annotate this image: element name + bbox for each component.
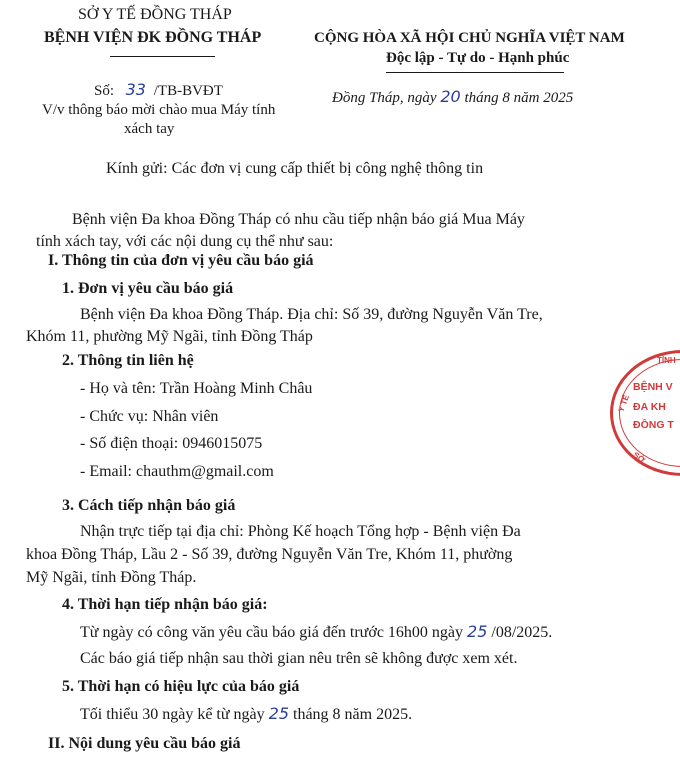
subsection-4-heading: 4. Thời hạn tiếp nhận báo giá: <box>62 596 268 613</box>
recipient-line: Kính gửi: Các đơn vị cung cấp thiết bị công nghệ thông tin <box>106 160 484 177</box>
doc-number-suffix: /TB-BVĐT <box>153 83 223 99</box>
stamp-line-3: ĐỒNG T <box>633 419 674 431</box>
subsection-3-line-2: khoa Đồng Tháp, Lầu 2 - Số 39, đường Nguyễn Văn Tre, Khóm 11, phường <box>26 546 513 563</box>
subsection-1-line-2: Khóm 11, phường Mỹ Ngãi, tỉnh Đồng Tháp <box>26 328 313 345</box>
stamp-inner-ring <box>616 359 680 467</box>
doc-number-handwritten: 33 <box>125 80 146 99</box>
contact-email: - Email: chauthm@gmail.com <box>80 463 274 480</box>
stamp-ring-bottom: SỞ <box>631 450 647 465</box>
subsection-5-line-1 <box>80 704 412 724</box>
deadline-prefix: Từ ngày có công văn yêu cầu báo giá đến trước 16h00 ngày <box>80 624 464 641</box>
motto-underline <box>386 72 564 73</box>
doc-number <box>94 80 223 100</box>
subsection-5-heading: 5. Thời hạn có hiệu lực của báo giá <box>62 678 300 695</box>
org-name: BỆNH VIỆN ĐK ĐỒNG THÁP <box>44 29 262 46</box>
stamp-ring-top: TỈNH <box>657 356 676 365</box>
subsection-1-line-1: Bệnh viện Đa khoa Đồng Tháp. Địa chỉ: Số 39, đường Nguyễn Văn Tre, <box>80 306 543 323</box>
section-I-heading: I. Thông tin của đơn vị yêu cầu báo giá <box>48 252 314 269</box>
official-stamp <box>610 350 680 476</box>
deadline-suffix: /08/2025. <box>491 624 553 641</box>
intro-line-2: tính xách tay, với các nội dung cụ thể như sau: <box>36 233 334 250</box>
subsection-3-line-3: Mỹ Ngãi, tỉnh Đồng Tháp. <box>26 569 197 586</box>
validity-prefix: Tối thiểu 30 ngày kể từ ngày <box>80 706 265 723</box>
issue-date <box>332 87 573 107</box>
subsection-1-heading: 1. Đơn vị yêu cầu báo giá <box>62 280 234 297</box>
subject-line-2: xách tay <box>124 121 175 137</box>
deadline-day-handwritten: 25 <box>467 622 488 641</box>
contact-name: - Họ và tên: Trần Hoàng Minh Châu <box>80 380 313 397</box>
subsection-3-heading: 3. Cách tiếp nhận báo giá <box>62 497 236 514</box>
doc-number-prefix: Số: <box>94 83 115 99</box>
contact-position: - Chức vụ: Nhân viên <box>80 408 219 425</box>
org-name-underline <box>110 56 215 57</box>
contact-phone: - Số điện thoại: 0946015075 <box>80 435 263 452</box>
stamp-line-2: ĐA KH <box>633 401 666 413</box>
subsection-3-line-1: Nhận trực tiếp tại địa chỉ: Phòng Kế hoạch Tổng hợp - Bệnh viện Đa <box>80 523 521 540</box>
motto: Độc lập - Tự do - Hạnh phúc <box>386 50 570 66</box>
subject-line-1: V/v thông báo mời chào mua Máy tính <box>42 102 276 118</box>
date-day-handwritten: 20 <box>440 87 461 106</box>
section-II-heading: II. Nội dung yêu cầu báo giá <box>48 735 241 752</box>
org-parent: SỞ Y TẾ ĐỒNG THÁP <box>78 6 232 23</box>
date-suffix: tháng 8 năm 2025 <box>464 90 574 106</box>
subsection-2-heading: 2. Thông tin liên hệ <box>62 352 194 369</box>
validity-suffix: tháng 8 năm 2025. <box>293 706 413 723</box>
validity-day-handwritten: 25 <box>268 704 289 723</box>
nation-title: CỘNG HÒA XÃ HỘI CHỦ NGHĨA VIỆT NAM <box>314 30 625 46</box>
stamp-ring-left: Y TẾ <box>616 393 632 414</box>
date-prefix: Đồng Tháp, ngày <box>332 90 437 106</box>
subsection-4-line-2: Các báo giá tiếp nhận sau thời gian nêu trên sẽ không được xem xét. <box>80 650 518 667</box>
stamp-line-1: BỆNH V <box>633 381 673 393</box>
subsection-4-line-1 <box>80 622 552 642</box>
intro-line-1: Bệnh viện Đa khoa Đồng Tháp có nhu cầu tiếp nhận báo giá Mua Máy <box>72 211 525 228</box>
